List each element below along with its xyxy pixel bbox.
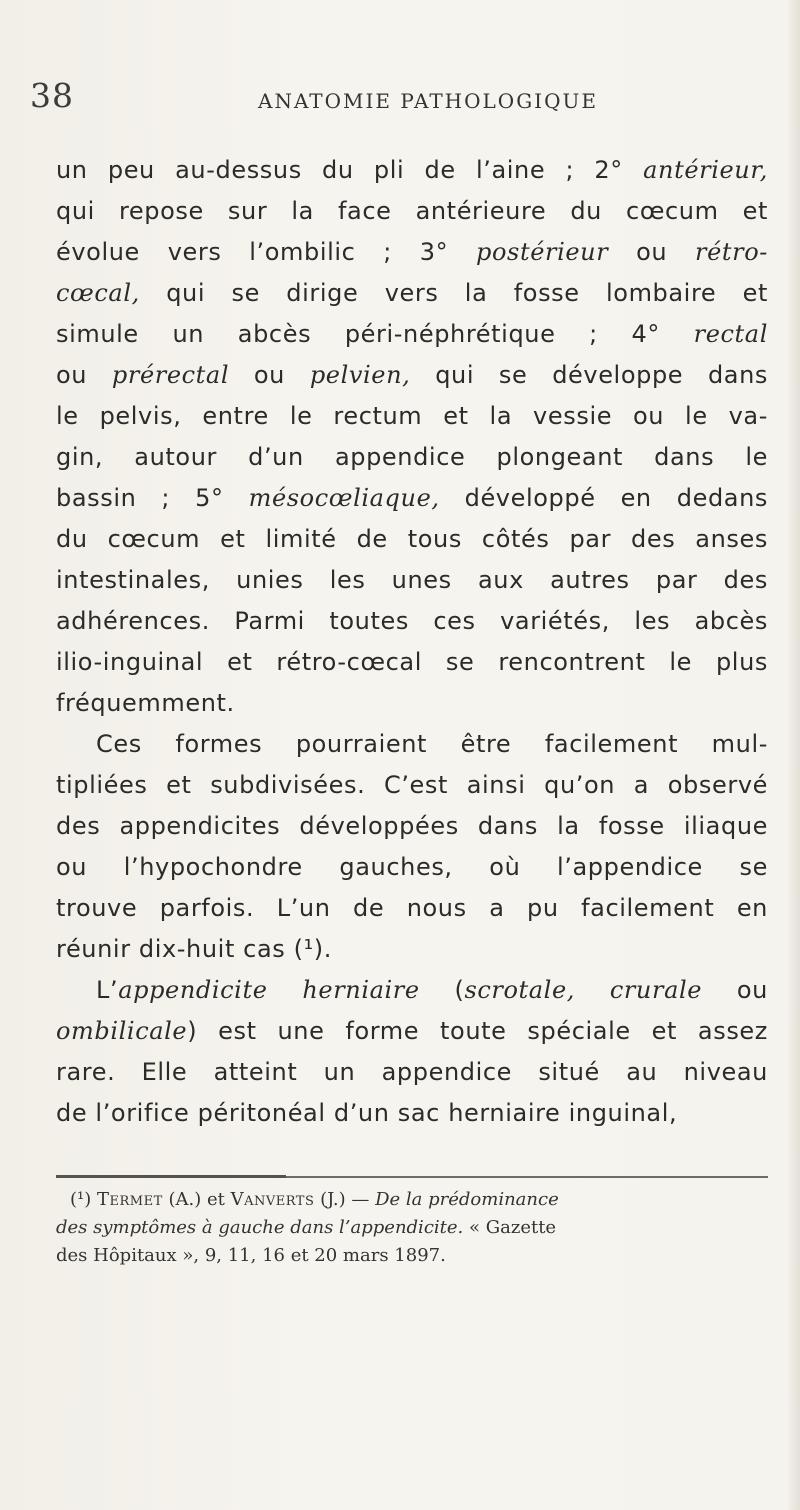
text-run: ou l’hypochondre gauches, où l’appendice se xyxy=(56,853,768,881)
text-line xyxy=(56,1093,768,1134)
text-run: simule un abcès péri-néphrétique ; 4° xyxy=(56,320,694,348)
text-run: (¹) xyxy=(70,1189,97,1210)
text-line xyxy=(56,765,768,806)
text-line xyxy=(56,437,768,478)
text-run: ou xyxy=(702,976,768,1004)
text-run: le pelvis, entre le rectum et la vessie ou le va- xyxy=(56,402,768,430)
text-run: développé en dedans xyxy=(439,484,768,512)
text-run: ou xyxy=(56,361,112,389)
text-run: qui repose sur la face antérieure du cœcum et xyxy=(56,197,768,225)
italic-run: rectal xyxy=(693,320,768,348)
footnote-line xyxy=(56,1242,768,1270)
text-run: Ces formes pourraient être facilement mul- xyxy=(96,730,768,758)
text-line xyxy=(56,314,768,355)
footnote-rule-accent xyxy=(56,1175,286,1178)
italic-run: De la prédominance xyxy=(375,1189,559,1210)
footnote xyxy=(56,1186,768,1270)
text-line xyxy=(56,601,768,642)
text-line xyxy=(56,232,768,273)
text-run: du cœcum et limité de tous côtés par des anses xyxy=(56,525,768,553)
italic-run: postérieur xyxy=(476,238,609,266)
text-run: qui se dirige vers la fosse lombaire et xyxy=(139,279,768,307)
text-run: trouve parfois. L’un de nous a pu facilement en xyxy=(56,894,768,922)
text-line xyxy=(56,806,768,847)
italic-run: pelvien, xyxy=(309,361,411,389)
italic-run: antérieur, xyxy=(643,156,768,184)
italic-run: mésocœliaque, xyxy=(248,484,440,512)
italic-run: scrotale, crurale xyxy=(464,976,703,1004)
text-line xyxy=(56,929,768,970)
text-run: fréquemment. xyxy=(56,689,235,717)
text-run: évolue vers l’ombilic ; 3° xyxy=(56,238,477,266)
text-run: (A.) et xyxy=(162,1189,231,1210)
body-text xyxy=(56,150,768,1134)
footnote-line xyxy=(56,1186,768,1214)
text-run: bassin ; 5° xyxy=(56,484,249,512)
text-line xyxy=(56,1052,768,1093)
text-line xyxy=(56,847,768,888)
page-edge-shadow xyxy=(786,0,800,1510)
text-run: ou xyxy=(229,361,310,389)
author-name: Termet xyxy=(96,1189,163,1210)
text-run: de l’orifice péritonéal d’un sac herniaire inguinal, xyxy=(56,1099,678,1127)
text-run: adhérences. Parmi toutes ces variétés, les abcès xyxy=(56,607,768,635)
text-run: ilio-inguinal et rétro-cœcal se rencontrent le plus xyxy=(56,648,768,676)
text-run: qui se développe dans xyxy=(410,361,769,389)
text-line xyxy=(56,724,768,765)
text-run: (J.) — xyxy=(314,1189,376,1210)
text-line xyxy=(56,396,768,437)
text-run: réunir dix-huit cas (¹). xyxy=(56,935,332,963)
author-name: Vanverts xyxy=(230,1189,315,1210)
text-run: tipliées et subdivisées. C’est ainsi qu’on a observé xyxy=(56,771,768,799)
text-line xyxy=(56,150,768,191)
text-run: des appendicites développées dans la fosse iliaque xyxy=(56,812,768,840)
italic-run: des symptômes à gauche dans l’appendicite. xyxy=(56,1217,464,1238)
text-run: L’ xyxy=(96,976,119,1004)
running-head xyxy=(0,76,800,126)
text-line xyxy=(56,355,768,396)
footnote-line xyxy=(56,1214,768,1242)
text-line xyxy=(56,642,768,683)
text-run: intestinales, unies les unes aux autres par des xyxy=(56,566,768,594)
text-line xyxy=(56,191,768,232)
text-line xyxy=(56,478,768,519)
text-line xyxy=(56,560,768,601)
text-run: ( xyxy=(419,976,465,1004)
text-line xyxy=(56,888,768,929)
text-line xyxy=(56,1011,768,1052)
italic-run: ombilicale xyxy=(56,1017,188,1045)
text-run: des Hôpitaux », 9, 11, 16 et 20 mars 1897. xyxy=(56,1245,446,1266)
text-line xyxy=(56,519,768,560)
text-line xyxy=(56,683,768,724)
text-run: un peu au-dessus du pli de l’aine ; 2° xyxy=(56,156,644,184)
text-line xyxy=(56,970,768,1011)
text-line xyxy=(56,273,768,314)
italic-run: prérectal xyxy=(111,361,230,389)
text-run: ) est une forme toute spéciale et assez xyxy=(187,1017,768,1045)
running-title: ANATOMIE PATHOLOGIQUE xyxy=(258,89,598,113)
page-number: 38 xyxy=(30,76,74,115)
italic-run: appendicite herniaire xyxy=(118,976,420,1004)
italic-run: cœcal, xyxy=(56,279,140,307)
text-run: ou xyxy=(608,238,696,266)
text-run: gin, autour d’un appendice plongeant dans le xyxy=(56,443,768,471)
text-run: rare. Elle atteint un appendice situé au niveau xyxy=(56,1058,768,1086)
italic-run: rétro- xyxy=(695,238,768,266)
text-run: « Gazette xyxy=(463,1217,557,1238)
